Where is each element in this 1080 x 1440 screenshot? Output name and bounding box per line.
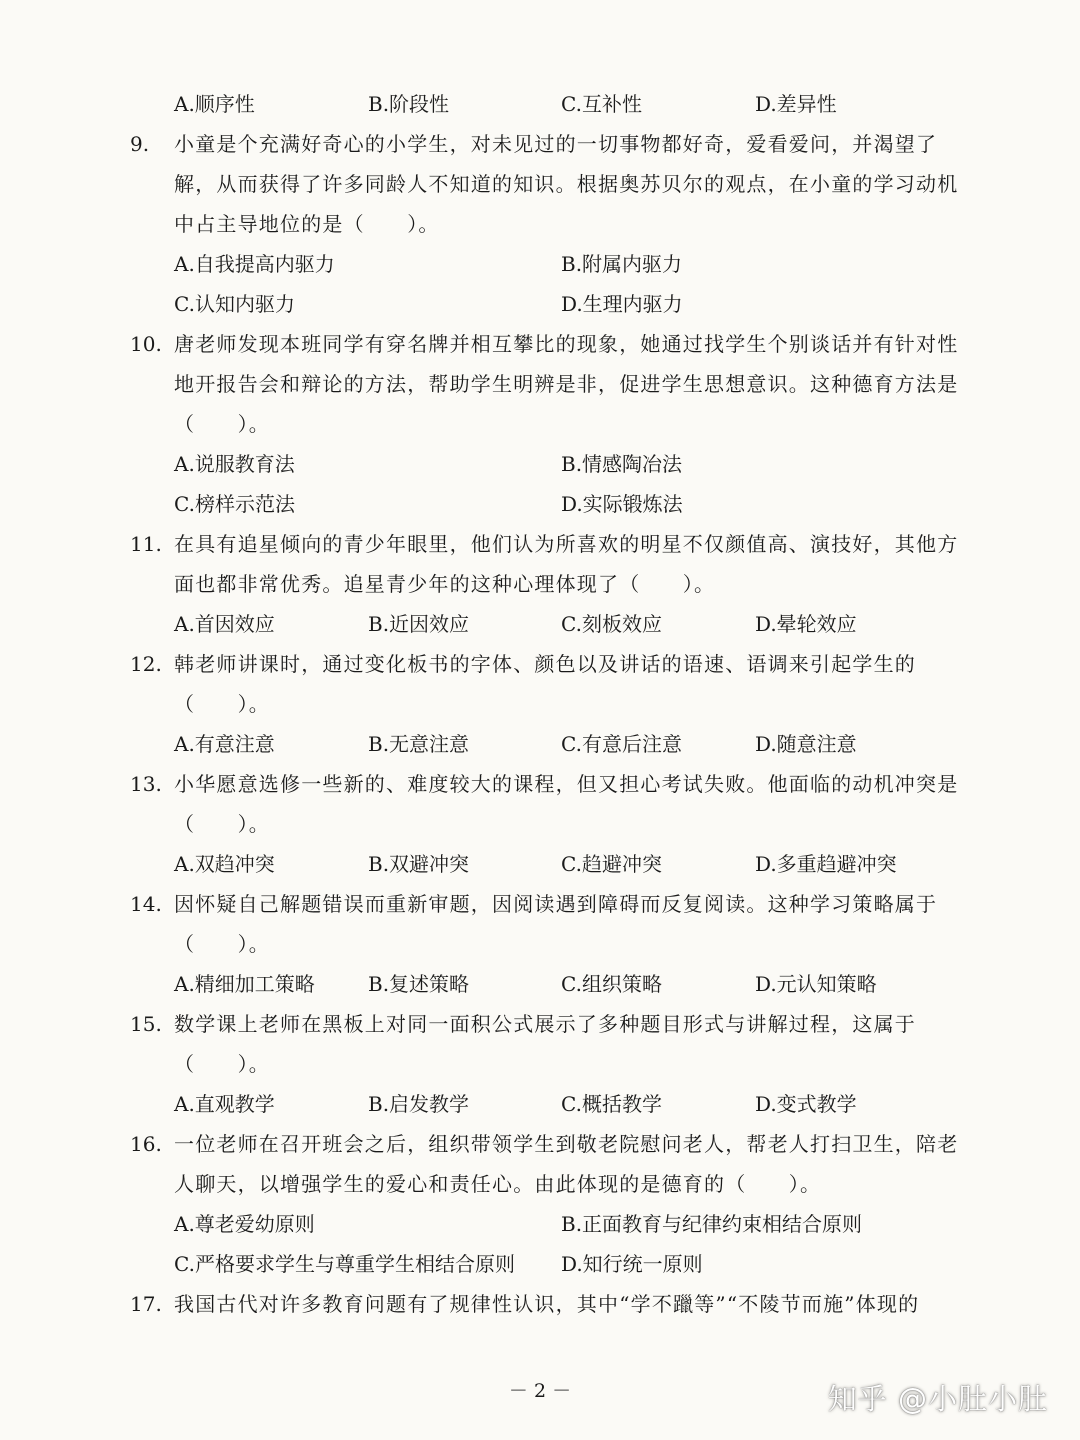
- question-number: 10.: [130, 332, 162, 356]
- q12-options: [174, 724, 964, 764]
- question-text: 在具有追星倾向的青少年眼里，他们认为所喜欢的明星不仅颜值高、演技好，其他方面也都非常优秀。追星青少年的这种心理体现了（ ）。: [174, 532, 959, 596]
- q11-option-d: D.晕轮效应: [755, 612, 857, 636]
- q16-options-row2: [174, 1244, 964, 1284]
- q14-options: [174, 964, 964, 1004]
- q13-option-b: B.双避冲突: [368, 852, 470, 876]
- q10-options-row2: [174, 484, 964, 524]
- question-text: 因怀疑自己解题错误而重新审题，因阅读遇到障碍而反复阅读。这种学习策略属于（ ）。: [174, 892, 938, 956]
- q11-option-a: A.首因效应: [174, 612, 275, 636]
- q8-option-d: D.差异性: [755, 92, 837, 116]
- question-number: 15.: [130, 1012, 162, 1036]
- q11-option-b: B.近因效应: [368, 612, 470, 636]
- q16-option-d: D.知行统一原则: [561, 1252, 703, 1276]
- question-number: 16.: [130, 1132, 162, 1156]
- question-12: [130, 644, 960, 724]
- q9-options-row2: [174, 284, 964, 324]
- q15-option-c: C.概括教学: [561, 1092, 662, 1116]
- question-number: 17.: [130, 1292, 162, 1316]
- question-text: 小童是个充满好奇心的小学生，对未见过的一切事物都好奇，爱看爱问，并渴望了解，从而获得了许多同龄人不知道的知识。根据奥苏贝尔的观点，在小童的学习动机中占主导地位的是（ ）。: [174, 132, 959, 236]
- q10-options-row1: [174, 444, 964, 484]
- q10-option-c: C.榜样示范法: [174, 492, 295, 516]
- q15-option-a: A.直观教学: [174, 1092, 275, 1116]
- q16-options-row1: [174, 1204, 964, 1244]
- question-17: [130, 1284, 960, 1324]
- q9-option-b: B.附属内驱力: [561, 252, 683, 276]
- page-number: － 2 －: [508, 1380, 572, 1402]
- q12-option-d: D.随意注意: [755, 732, 857, 756]
- q15-option-b: B.启发教学: [368, 1092, 470, 1116]
- q13-option-c: C.趋避冲突: [561, 852, 662, 876]
- question-number: 14.: [130, 892, 162, 916]
- q9-option-d: D.生理内驱力: [561, 292, 683, 316]
- question-16: [130, 1124, 960, 1204]
- q16-option-b: B.正面教育与纪律约束相结合原则: [561, 1212, 863, 1236]
- q15-options: [174, 1084, 964, 1124]
- q12-option-a: A.有意注意: [174, 732, 275, 756]
- q13-option-a: A.双趋冲突: [174, 852, 275, 876]
- question-text: 我国古代对许多教育问题有了规律性认识，其中“学不躐等”“不陵节而施”体现的: [174, 1292, 920, 1316]
- q16-option-a: A.尊老爱幼原则: [174, 1212, 315, 1236]
- question-11: [130, 524, 960, 604]
- q14-option-c: C.组织策略: [561, 972, 662, 996]
- q10-option-b: B.情感陶冶法: [561, 452, 683, 476]
- q12-option-c: C.有意后注意: [561, 732, 682, 756]
- question-14: [130, 884, 960, 964]
- q9-options-row1: [174, 244, 964, 284]
- q13-options: [174, 844, 964, 884]
- q11-option-c: C.刻板效应: [561, 612, 662, 636]
- question-text: 一位老师在召开班会之后，组织带领学生到敬老院慰问老人，帮老人打扫卫生，陪老人聊天，以增强学生的爱心和责任心。由此体现的是德育的（ ）。: [174, 1132, 959, 1196]
- question-15: [130, 1004, 960, 1084]
- question-number: 9.: [130, 132, 150, 156]
- q13-option-d: D.多重趋避冲突: [755, 852, 897, 876]
- q15-option-d: D.变式教学: [755, 1092, 857, 1116]
- question-text: 数学课上老师在黑板上对同一面积公式展示了多种题目形式与讲解过程，这属于（ ）。: [174, 1012, 916, 1076]
- q10-option-a: A.说服教育法: [174, 452, 295, 476]
- question-text: 小华愿意选修一些新的、难度较大的课程，但又担心考试失败。他面临的动机冲突是（ ）。: [174, 772, 959, 836]
- q16-option-c: C.严格要求学生与尊重学生相结合原则: [174, 1252, 515, 1276]
- q14-option-b: B.复述策略: [368, 972, 470, 996]
- question-9: [130, 124, 960, 244]
- question-number: 13.: [130, 772, 162, 796]
- q8-option-a: A.顺序性: [174, 92, 255, 116]
- q9-option-a: A.自我提高内驱力: [174, 252, 335, 276]
- question-number: 12.: [130, 652, 162, 676]
- q8-option-c: C.互补性: [561, 92, 642, 116]
- question-13: [130, 764, 960, 844]
- q14-option-a: A.精细加工策略: [174, 972, 315, 996]
- q10-option-d: D.实际锻炼法: [561, 492, 683, 516]
- question-number: 11.: [130, 532, 162, 556]
- watermark: 知乎 @小肚小肚: [827, 1382, 1048, 1416]
- question-text: 韩老师讲课时，通过变化板书的字体、颜色以及讲话的语速、语调来引起学生的（ ）。: [174, 652, 916, 716]
- q9-option-c: C.认知内驱力: [174, 292, 295, 316]
- question-text: 唐老师发现本班同学有穿名牌并相互攀比的现象，她通过找学生个别谈话并有针对性地开报告会和辩论的方法，帮助学生明辨是非，促进学生思想意识。这种德育方法是（ ）。: [174, 332, 959, 436]
- q14-option-d: D.元认知策略: [755, 972, 877, 996]
- q12-option-b: B.无意注意: [368, 732, 470, 756]
- question-10: [130, 324, 960, 444]
- q8-options: [174, 84, 964, 124]
- q11-options: [174, 604, 964, 644]
- q8-option-b: B.阶段性: [368, 92, 450, 116]
